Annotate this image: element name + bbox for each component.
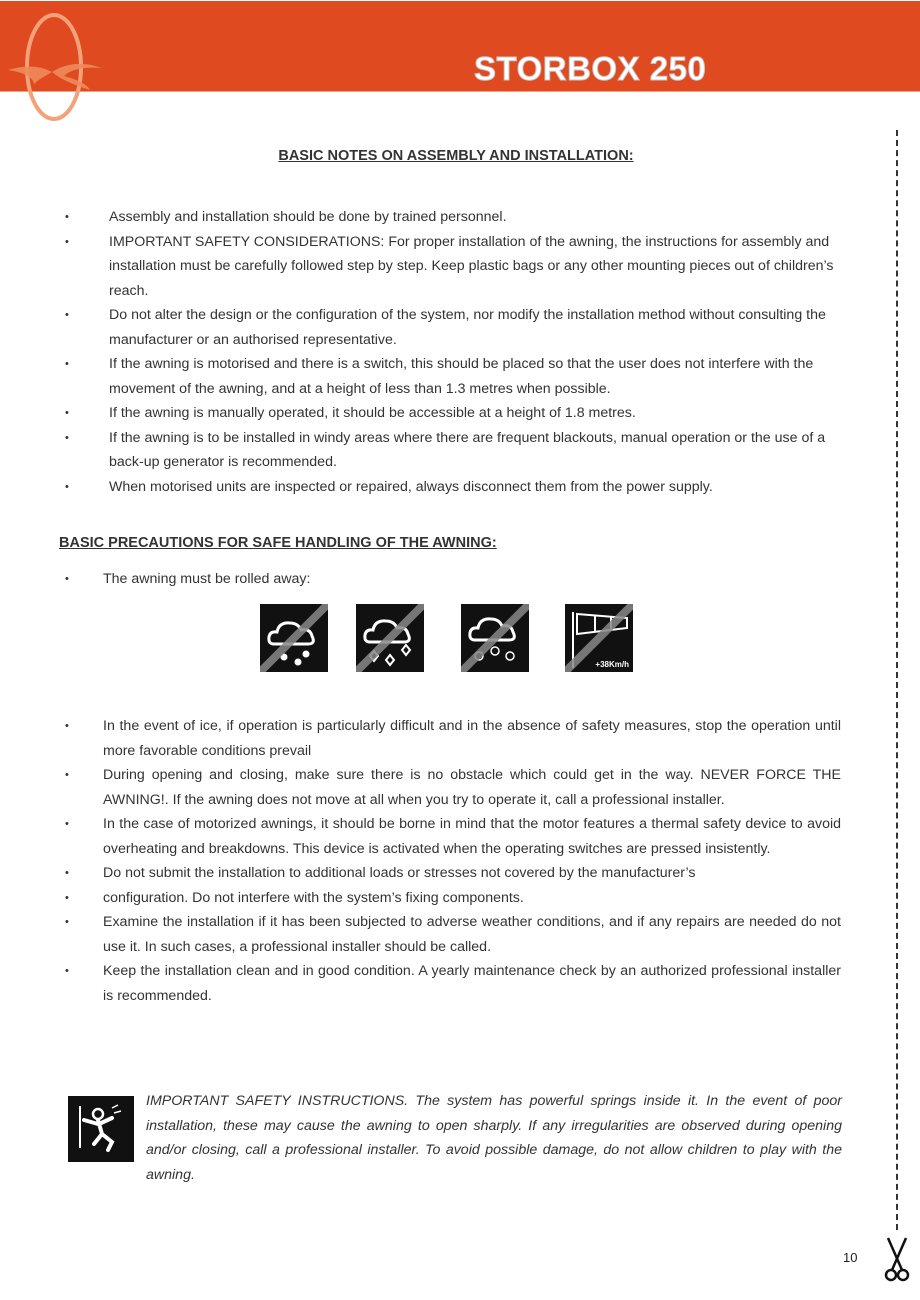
list-item: • Assembly and installation should be done by trained personnel. [109, 205, 839, 230]
cut-line [896, 130, 898, 1230]
list-item: • In the case of motorized awnings, it should be borne in mind that the motor features a thermal safety device to avoid overheating and breakdowns. This device is activated when the operating switches are pressed insistently. [103, 812, 841, 861]
list-item: • IMPORTANT SAFETY CONSIDERATIONS: For proper installation of the awning, the instructions for assembly and installation must be carefully followed step by step. Keep plastic bags or any other mounting pieces out of children’s reach. [109, 230, 839, 304]
scissors-icon [882, 1236, 912, 1282]
list-item: • Do not submit the installation to additional loads or stresses not covered by the manufacturer’s [103, 861, 841, 886]
list-item: • In the event of ice, if operation is particularly difficult and in the absence of safety measures, stop the operation until more favorable conditions prevail [103, 714, 841, 763]
precautions-list [103, 714, 841, 1008]
list-item: • Keep the installation clean and in good condition. A yearly maintenance check by an authorized professional installer is recommended. [103, 959, 841, 1008]
header-band [0, 1, 920, 92]
page-number: 10 [843, 1250, 858, 1265]
list-item: • Examine the installation if it has been subjected to adverse weather conditions, and if any repairs are needed do not use it. In such cases, a professional installer should be called. [103, 910, 841, 959]
assembly-notes-list [109, 205, 839, 499]
safety-warning-text: IMPORTANT SAFETY INSTRUCTIONS. The system has powerful springs inside it. In the event of poor installation, these may cause the awning to open sharply. If any irregularities are observed during opening and/or closing, call a professional installer. To avoid possible damage, do not allow children to play with the awning. [146, 1093, 842, 1183]
list-item: • Do not alter the design or the configuration of the system, nor modify the installation method without consulting the manufacturer or an authorised representative. [109, 303, 839, 352]
brand-logo [4, 10, 104, 125]
list-item: • During opening and closing, make sure there is no obstacle which could get in the way. NEVER FORCE THE AWNING!. If the awning does not move at all when you try to operate it, call a professional installer. [103, 763, 841, 812]
list-item: • If the awning is manually operated, it should be accessible at a height of 1.8 metres. [109, 401, 839, 426]
section-heading-precautions: BASIC PRECAUTIONS FOR SAFE HANDLING OF THE AWNING: [59, 535, 497, 551]
list-item: • If the awning is to be installed in windy areas where there are frequent blackouts, manual operation or the use of a back-up generator is recommended. [109, 426, 839, 475]
product-title: STORBOX 250 [474, 50, 707, 87]
list-item: • configuration. Do not interfere with the system’s fixing components. [103, 886, 841, 911]
rolled-away-list [103, 567, 603, 592]
spring-hazard-icon [68, 1096, 134, 1162]
no-rain-icon [260, 604, 328, 672]
wind-speed-label: +38Km/h [595, 660, 629, 669]
no-wind-icon [565, 604, 633, 672]
no-snow-icon [461, 604, 529, 672]
section-heading-assembly: BASIC NOTES ON ASSEMBLY AND INSTALLATION: [278, 148, 634, 164]
no-hail-icon [356, 604, 424, 672]
list-item: • If the awning is motorised and there is a switch, this should be placed so that the user does not interfere with the movement of the awning, and at a height of less than 1.3 metres when possible. [109, 352, 839, 401]
list-item: • When motorised units are inspected or repaired, always disconnect them from the power supply. [109, 475, 839, 500]
list-item: • The awning must be rolled away: [103, 567, 603, 592]
